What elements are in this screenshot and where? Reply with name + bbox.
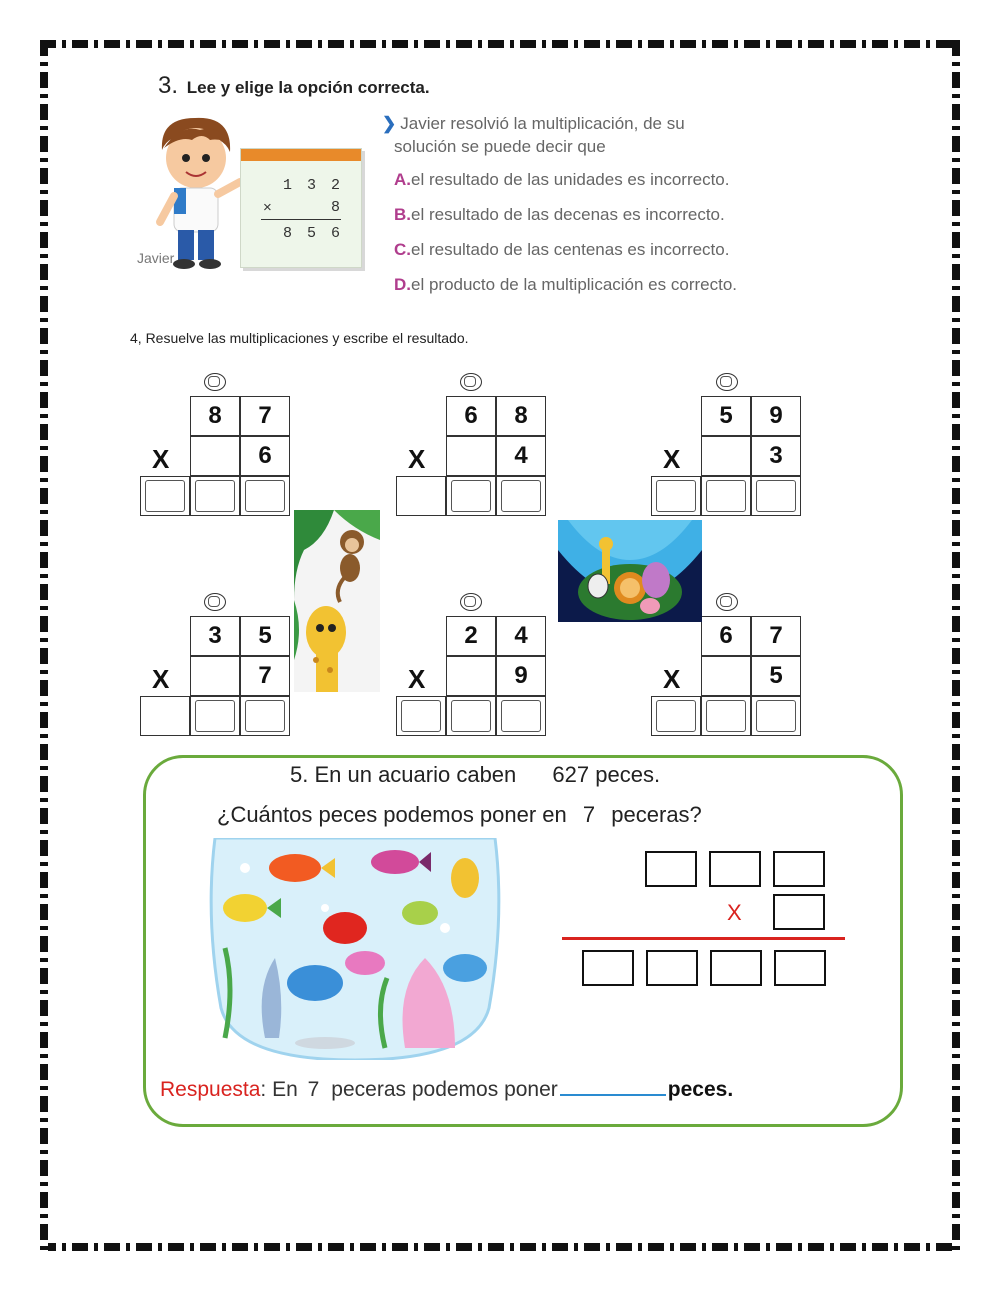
board-times-sign: × [263,199,272,216]
answer-cell[interactable] [190,696,240,736]
answer-box[interactable] [709,851,761,887]
digit-cell: 4 [496,616,546,656]
answer-cell[interactable] [446,696,496,736]
answer-box[interactable] [645,851,697,887]
carry-input[interactable] [460,373,482,391]
answer-input-box[interactable] [656,480,696,512]
question-intro [382,112,762,158]
line2-end: peceras? [611,802,702,827]
line1-end: peces. [595,762,661,787]
times-sign: X [152,444,170,474]
problem-3 [651,396,803,518]
carry-input[interactable] [716,373,738,391]
answer-cell[interactable] [396,476,446,516]
answer-cell[interactable] [446,476,496,516]
times-sign: X [663,664,681,694]
dotted-border-left [40,40,48,1251]
dotted-border-right [952,40,960,1251]
times-sign: X [408,664,426,694]
animals-cartoon-image [558,520,702,622]
digit-cell: 7 [751,616,801,656]
answer-cell[interactable] [396,696,446,736]
answer-input-box[interactable] [451,700,491,732]
empty-cell [190,656,240,696]
answer-input-box[interactable] [501,480,541,512]
digit-cell: 9 [751,396,801,436]
intro-line1: Javier resolvió la multiplicación, de su [400,114,685,133]
option-text: el producto de la multiplicación es correcto. [411,275,737,294]
board-header-bar [241,149,361,161]
answer-sentence [160,1076,733,1102]
answer-input-box[interactable] [245,480,285,512]
answer-end: peces. [667,1078,734,1101]
fish-tank-image [205,838,505,1060]
dotted-border-top [40,40,960,48]
answer-box[interactable] [646,950,698,986]
option-b[interactable] [394,205,725,225]
option-text: el resultado de las centenas es incorrecto. [411,240,730,259]
answer-box[interactable] [773,894,825,930]
option-d[interactable] [394,275,737,295]
digit-cell: 8 [190,396,240,436]
problem5-line1 [290,762,660,788]
answer-input-box[interactable] [706,480,746,512]
carry-input[interactable] [716,593,738,611]
digit-cell: 7 [240,396,290,436]
line2-number: 7 [582,802,596,827]
answer-text2: peceras podemos poner [331,1078,558,1101]
line2-text: ¿Cuántos peces podemos poner en [217,802,567,827]
carry-input[interactable] [204,593,226,611]
digit-cell: 2 [446,616,496,656]
bullet-icon: ❯ [382,114,397,133]
answer-input-box[interactable] [145,480,185,512]
times-sign: X [727,900,742,925]
answer-cell[interactable] [751,696,801,736]
empty-cell [701,436,751,476]
option-a[interactable] [394,170,729,190]
digit-cell: 6 [446,396,496,436]
boy-label: Javier [137,250,175,266]
digit-cell: 3 [190,616,240,656]
option-c[interactable] [394,240,729,260]
digit-cell: 5 [751,656,801,696]
result-line [562,937,845,940]
answer-label: Respuesta [160,1078,261,1101]
answer-cell[interactable] [140,476,190,516]
board-result: 8 5 6 [282,225,343,242]
answer-cell[interactable] [751,476,801,516]
times-sign: X [408,444,426,474]
section3-title-text: Lee y elige la opción correcta. [186,78,430,97]
answer-cell[interactable] [701,476,751,516]
digit-cell: 4 [496,436,546,476]
empty-cell [446,436,496,476]
board-top-number: 1 3 2 [282,177,343,194]
answer-input-box[interactable] [245,700,285,732]
line1-number: 627 [552,762,590,787]
answer-input-box[interactable] [195,480,235,512]
answer-input-box[interactable] [656,700,696,732]
answer-cell[interactable] [496,476,546,516]
board-line [261,219,341,220]
answer-input-box[interactable] [756,700,796,732]
answer-input-box[interactable] [451,480,491,512]
option-letter: A. [394,170,411,189]
digit-cell: 7 [240,656,290,696]
digit-cell: 6 [240,436,290,476]
section4-title: 4, Resuelve las multiplicaciones y escribe el resultado. [130,330,469,346]
option-letter: B. [394,205,411,224]
problem-6 [651,616,803,738]
answer-cell[interactable] [240,476,290,516]
board-multiplier: 8 [330,199,343,216]
answer-box[interactable] [582,950,634,986]
times-sign: X [663,444,681,474]
option-text: el resultado de las unidades es incorrecto. [411,170,730,189]
answer-number: 7 [307,1078,320,1101]
section3-title [158,72,430,100]
answer-input-box[interactable] [706,700,746,732]
problem-1 [140,396,292,518]
intro-line2: solución se puede decir que [394,137,606,156]
answer-text1: : En [260,1078,298,1101]
answer-input-box[interactable] [501,700,541,732]
answer-cell[interactable] [651,476,701,516]
option-letter: D. [394,275,411,294]
problem-5 [396,616,548,738]
answer-cell[interactable] [240,696,290,736]
answer-input-box[interactable] [195,700,235,732]
carry-input[interactable] [204,373,226,391]
digit-cell: 5 [701,396,751,436]
carry-input[interactable] [460,593,482,611]
problem-4 [140,616,292,738]
answer-cell[interactable] [140,696,190,736]
answer-input-box[interactable] [756,480,796,512]
option-letter: C. [394,240,411,259]
answer-cell[interactable] [496,696,546,736]
digit-cell: 8 [496,396,546,436]
empty-cell [190,436,240,476]
problem5-line2 [217,802,702,828]
option-text: el resultado de las decenas es incorrecto. [411,205,725,224]
empty-cell [446,656,496,696]
line1-text: 5. En un acuario caben [290,762,517,787]
digit-cell: 5 [240,616,290,656]
section3-number: 3. [158,72,179,99]
jungle-monkey-giraffe-image [294,510,380,692]
digit-cell: 3 [751,436,801,476]
digit-cell: 6 [701,616,751,656]
problem-2 [396,396,548,518]
answer-box[interactable] [774,950,826,986]
times-sign: X [152,664,170,694]
answer-box[interactable] [773,851,825,887]
answer-cell[interactable] [190,476,240,516]
answer-box[interactable] [710,950,762,986]
multiplication-board [240,148,362,268]
answer-input-box[interactable] [401,700,441,732]
answer-cell[interactable] [651,696,701,736]
digit-cell: 9 [496,656,546,696]
answer-cell[interactable] [701,696,751,736]
dotted-border-bottom [40,1243,960,1251]
answer-blank[interactable] [560,1076,666,1096]
empty-cell [701,656,751,696]
